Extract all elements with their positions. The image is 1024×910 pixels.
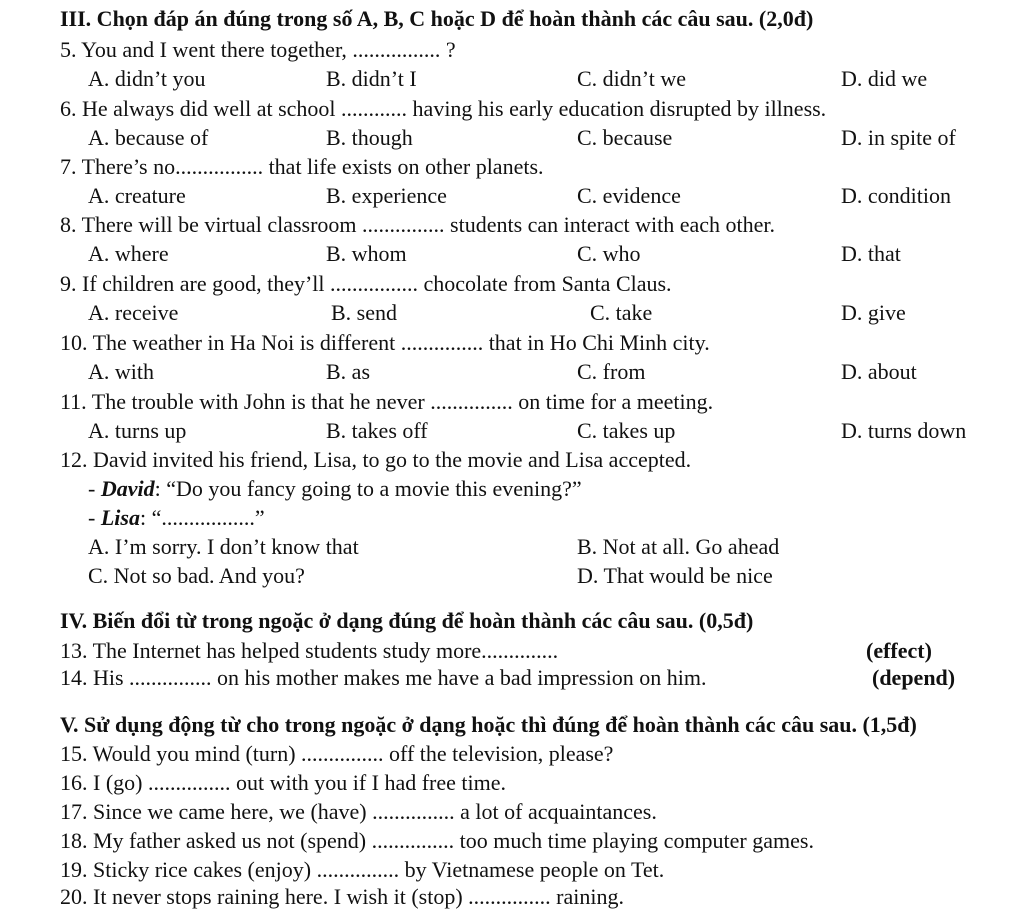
q14-word: (depend)	[872, 665, 956, 690]
q8-option-b: B. whom	[326, 241, 407, 266]
q10-option-a: A. with	[88, 359, 154, 384]
q8-option-d: D. that	[841, 241, 901, 266]
q13-text: 13. The Internet has helped students study more..............	[60, 638, 559, 663]
q11-option-b: B. takes off	[326, 418, 428, 443]
q9-option-c: C. take	[590, 300, 653, 325]
q12-david-line: - David: “Do you fancy going to a movie this evening?”	[88, 476, 582, 501]
q6-option-b: B. though	[326, 125, 413, 150]
q12-lisa-speech: : “.................”	[139, 505, 265, 530]
q11-stem: 11. The trouble with John is that he never ............... on time for a meeting.	[60, 389, 714, 414]
q12-option-a: A. I’m sorry. I don’t know that	[88, 534, 359, 559]
q11-option-a: A. turns up	[88, 418, 187, 443]
q6-option-a: A. because of	[88, 125, 209, 150]
q8-option-a: A. where	[88, 241, 169, 266]
q12-option-b: B. Not at all. Go ahead	[577, 534, 780, 559]
q12-lisa-name: Lisa	[100, 505, 140, 530]
q19-text: 19. Sticky rice cakes (enjoy) ............... by Vietnamese people on Tet.	[60, 857, 665, 882]
q8-option-c: C. who	[577, 241, 641, 266]
q12-david-name: David	[100, 476, 155, 501]
q5-stem: 5. You and I went there together, ................ ?	[60, 37, 456, 62]
q6-option-c: C. because	[577, 125, 673, 150]
q7-option-a: A. creature	[88, 183, 186, 208]
q18-text: 18. My father asked us not (spend) ............... too much time playing computer games.	[60, 828, 814, 853]
q7-stem: 7. There’s no................ that life exists on other planets.	[60, 154, 544, 179]
q10-option-c: C. from	[577, 359, 646, 384]
q8-stem: 8. There will be virtual classroom ............... students can interact with each other.	[60, 212, 776, 237]
q9-option-a: A. receive	[88, 300, 179, 325]
q13-word: (effect)	[866, 638, 932, 663]
q12-lisa-line: - Lisa: “.................”	[88, 505, 265, 530]
q9-option-b: B. send	[331, 300, 397, 325]
section-iii-heading: III. Chọn đáp án đúng trong số A, B, C hoặc D để hoàn thành các câu sau. (2,0đ)	[60, 6, 814, 31]
q10-option-b: B. as	[326, 359, 370, 384]
q12-option-c: C. Not so bad. And you?	[88, 563, 305, 588]
q7-option-c: C. evidence	[577, 183, 681, 208]
q20-text: 20. It never stops raining here. I wish it (stop) ............... raining.	[60, 884, 624, 909]
q5-option-a: A. didn’t you	[88, 66, 206, 91]
q14-text: 14. His ............... on his mother makes me have a bad impression on him.	[60, 665, 707, 690]
q10-stem: 10. The weather in Ha Noi is different ............... that in Ho Chi Minh city.	[60, 330, 710, 355]
q16-text: 16. I (go) ............... out with you if I had free time.	[60, 770, 507, 795]
q6-option-d: D. in spite of	[841, 125, 956, 150]
section-v-heading: V. Sử dụng động từ cho trong ngoặc ở dạng hoặc thì đúng để hoàn thành các câu sau. (1,5đ)	[60, 712, 917, 737]
q12-david-speech: : “Do you fancy going to a movie this evening?”	[154, 476, 582, 501]
q5-option-d: D. did we	[841, 66, 928, 91]
q10-option-d: D. about	[841, 359, 917, 384]
q9-stem: 9. If children are good, they’ll ................ chocolate from Santa Claus.	[60, 271, 672, 296]
q15-text: 15. Would you mind (turn) ............... off the television, please?	[60, 741, 614, 766]
q6-stem: 6. He always did well at school ............ having his early education disrupted by illness.	[60, 96, 827, 121]
q7-option-d: D. condition	[841, 183, 951, 208]
q9-option-d: D. give	[841, 300, 906, 325]
q5-option-b: B. didn’t I	[326, 66, 417, 91]
q17-text: 17. Since we came here, we (have) ............... a lot of acquaintances.	[60, 799, 657, 824]
q11-option-d: D. turns down	[841, 418, 967, 443]
q5-option-c: C. didn’t we	[577, 66, 686, 91]
q12-stem: 12. David invited his friend, Lisa, to go to the movie and Lisa accepted.	[60, 447, 692, 472]
q11-option-c: C. takes up	[577, 418, 676, 443]
q12-option-d: D. That would be nice	[577, 563, 773, 588]
q7-option-b: B. experience	[326, 183, 447, 208]
section-iv-heading: IV. Biến đổi từ trong ngoặc ở dạng đúng để hoàn thành các câu sau. (0,5đ)	[60, 608, 754, 633]
